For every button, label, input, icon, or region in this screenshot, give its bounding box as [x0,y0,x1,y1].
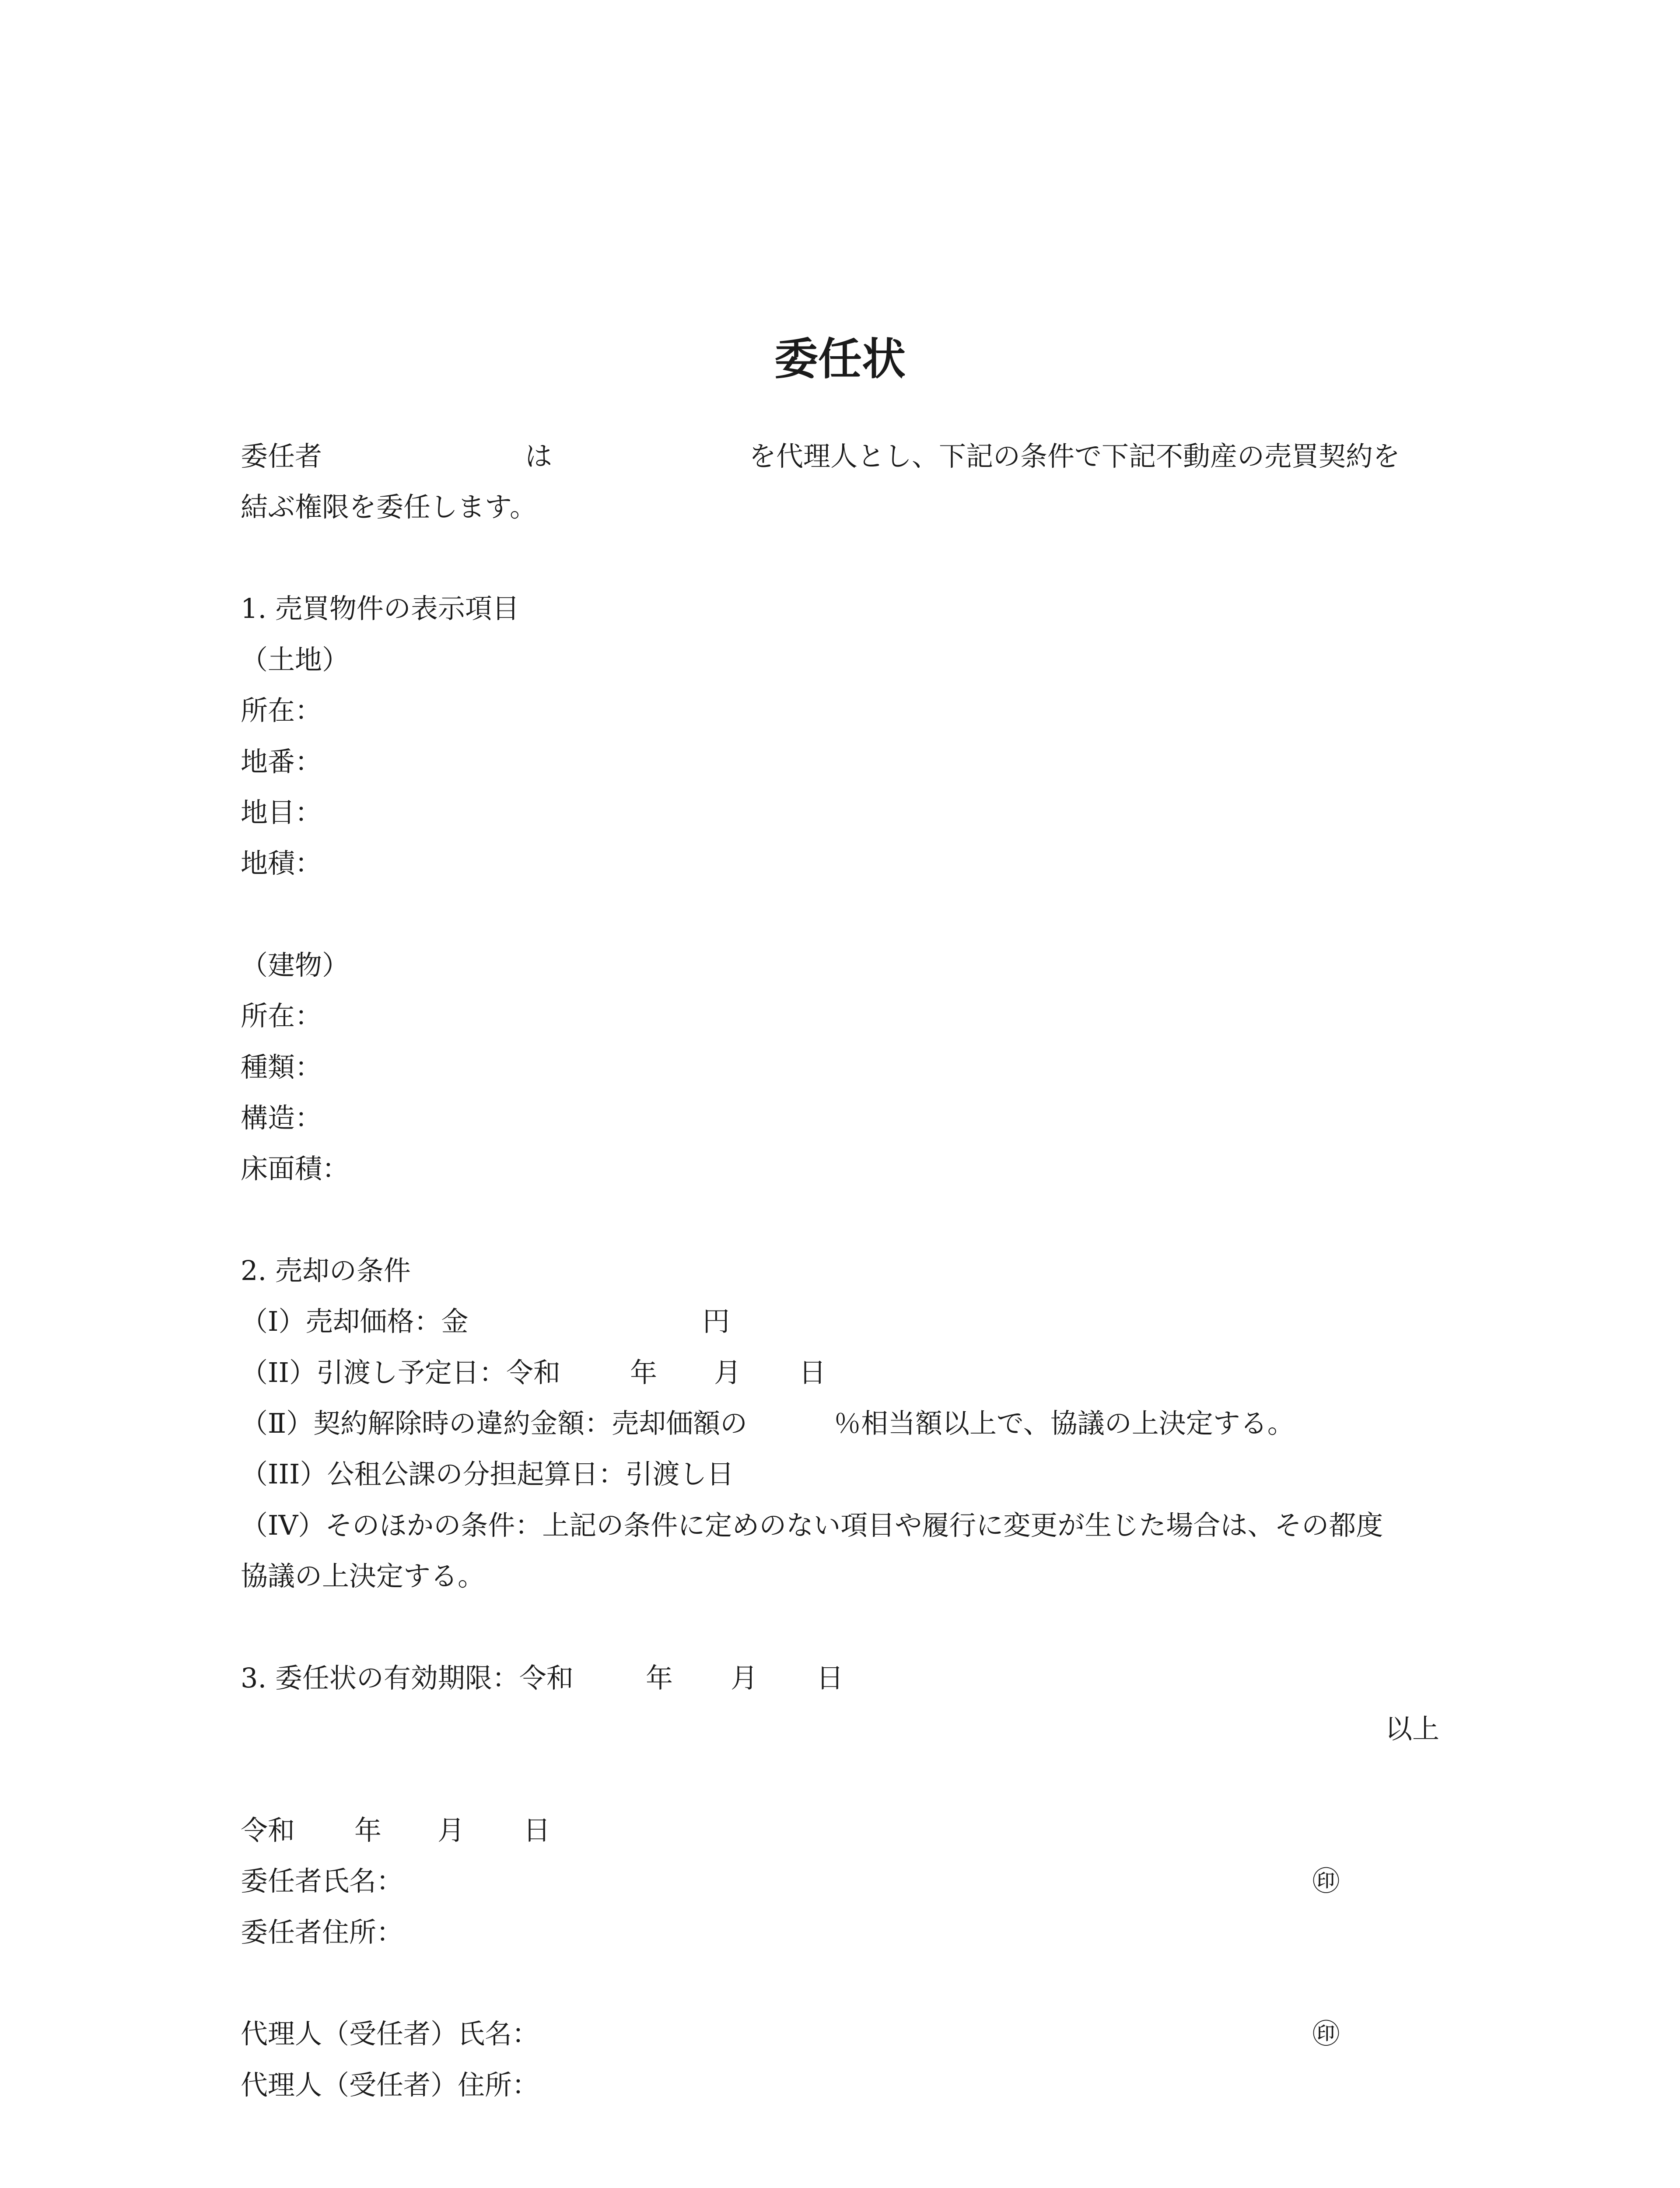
other-conditions-line2: 協議の上決定する。 [241,1560,485,1592]
date-day-unit: 日 [523,1814,551,1846]
building-label: （建物） [241,949,350,981]
intro-wa: は [525,440,553,472]
section1-heading: 1. 売買物件の表示項目 [241,593,519,624]
delivery-year-unit: 年 [630,1357,658,1389]
tax-start-date: （III）公租公課の分担起算日：引渡し日 [241,1458,734,1490]
penalty-label: （Ⅱ）契約解除時の違約金額：売却価額の [241,1407,748,1439]
date-month-unit: 月 [438,1814,465,1846]
document-title: 委任状 [774,333,906,385]
penalty-suffix: ％相当額以上で、協議の上決定する。 [834,1407,1295,1439]
date-year-unit: 年 [354,1814,382,1846]
delivery-day-unit: 日 [799,1357,826,1389]
sale-price-unit: 円 [703,1305,730,1337]
validity-year-unit: 年 [646,1662,673,1694]
intro-line1-rest: を代理人とし、下記の条件で下記不動産の売買契約を [749,440,1400,472]
validity-day-unit: 日 [816,1662,844,1694]
building-floor-area-label: 床面積： [241,1153,350,1185]
section2-heading: 2. 売却の条件 [241,1255,411,1287]
other-conditions-line1: （IV）そのほかの条件：上記の条件に定めのない項目や履行に変更が生じた場合は、その都度 [241,1509,1383,1541]
land-area-label: 地積： [241,847,322,879]
date-era: 令和 [241,1814,295,1846]
agent-seal-mark: ㊞ [1312,2018,1340,2050]
principal-name-label: 委任者氏名： [241,1865,404,1897]
intro-line2: 結ぶ権限を委任します。 [241,491,537,523]
land-location-label: 所在： [241,694,322,726]
agent-address-label: 代理人（受任者）住所： [241,2069,539,2101]
closing-mark: 以上 [1385,1713,1440,1745]
building-structure-label: 構造： [241,1102,322,1134]
validity-month-unit: 月 [731,1662,758,1694]
validity-period-label: 3. 委任状の有効期限：令和 [241,1662,574,1694]
land-category-label: 地目： [241,796,322,828]
principal-address-label: 委任者住所： [241,1916,404,1948]
building-location-label: 所在： [241,1000,322,1032]
agent-name-label: 代理人（受任者）氏名： [241,2018,539,2050]
delivery-date-label: （II）引渡し予定日：令和 [241,1357,560,1389]
delivery-month-unit: 月 [714,1357,742,1389]
land-lot-number-label: 地番： [241,746,322,778]
principal-seal-mark: ㊞ [1312,1865,1340,1897]
sale-price-label: （I）売却価格：金 [241,1305,469,1337]
principal-label: 委任者 [241,440,322,472]
building-type-label: 種類： [241,1051,322,1083]
land-label: （土地） [241,644,350,676]
